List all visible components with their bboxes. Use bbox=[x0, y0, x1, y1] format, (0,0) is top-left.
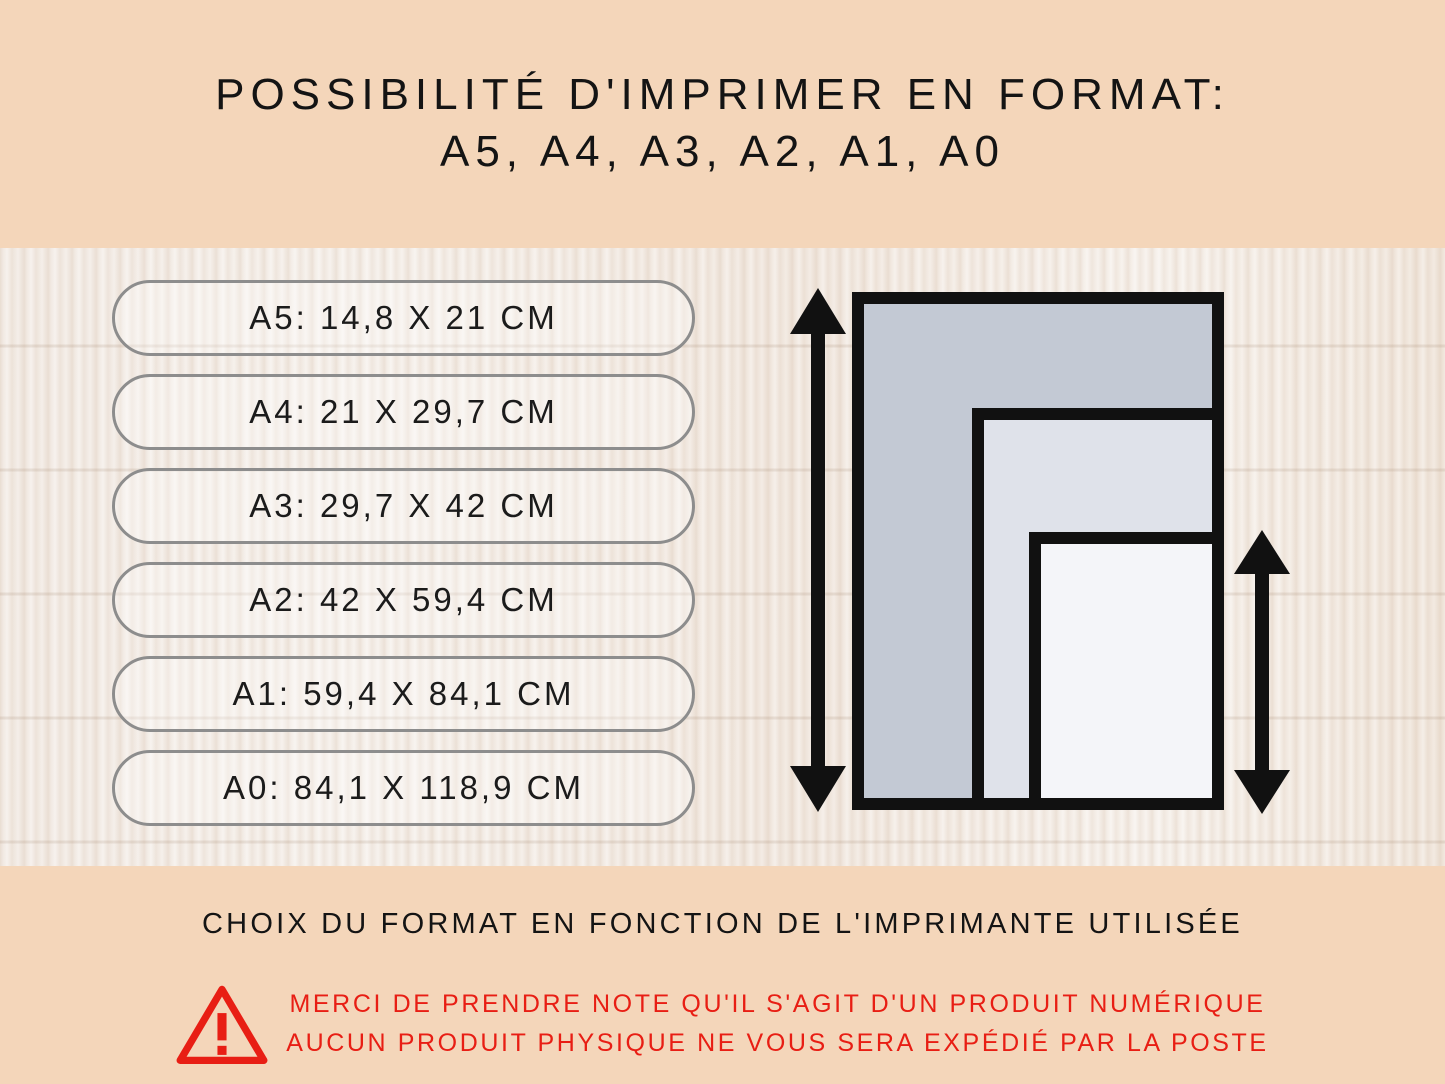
warning-text-block bbox=[286, 985, 1268, 1063]
size-pill-label: A1: 59,4 X 84,1 CM bbox=[232, 675, 575, 712]
warning-text-line-2: AUCUN PRODUIT PHYSIQUE NE VOUS SERA EXPÉDIÉ PAR LA POSTE bbox=[286, 1029, 1269, 1057]
warning-triangle-icon bbox=[176, 984, 268, 1064]
size-pill-a1 bbox=[112, 656, 695, 732]
height-arrow-right-icon bbox=[1232, 528, 1292, 816]
smallest-frame bbox=[1029, 532, 1224, 810]
size-pill-a3 bbox=[112, 468, 695, 544]
size-pill-label: A0: 84,1 X 118,9 CM bbox=[223, 769, 584, 806]
footer-note: CHOIX DU FORMAT EN FONCTION DE L'IMPRIMANTE UTILISÉE bbox=[202, 908, 1243, 940]
wood-background-panel bbox=[0, 248, 1445, 866]
size-pill-label: A5: 14,8 X 21 CM bbox=[249, 299, 558, 336]
nested-frames-diagram bbox=[780, 278, 1320, 818]
footer-band bbox=[0, 866, 1445, 1084]
size-pill-label: A3: 29,7 X 42 CM bbox=[249, 487, 558, 524]
size-pill-a0 bbox=[112, 750, 695, 826]
height-arrow-left-icon bbox=[788, 286, 848, 814]
size-pill-a2 bbox=[112, 562, 695, 638]
header-title-line-2: A5, A4, A3, A2, A1, A0 bbox=[439, 126, 1006, 176]
warning-text-line-1: MERCI DE PRENDRE NOTE QU'IL S'AGIT D'UN PRODUIT NUMÉRIQUE bbox=[289, 990, 1266, 1019]
header-title-line-1: POSSIBILITÉ D'IMPRIMER EN FORMAT: bbox=[215, 69, 1230, 119]
size-pill-label: A2: 42 X 59,4 CM bbox=[249, 581, 558, 618]
header-band bbox=[0, 0, 1445, 248]
size-pill-a5 bbox=[112, 280, 695, 356]
warning-row bbox=[0, 984, 1445, 1064]
size-list bbox=[112, 280, 702, 844]
size-pill-label: A4: 21 X 29,7 CM bbox=[249, 393, 558, 430]
size-pill-a4 bbox=[112, 374, 695, 450]
